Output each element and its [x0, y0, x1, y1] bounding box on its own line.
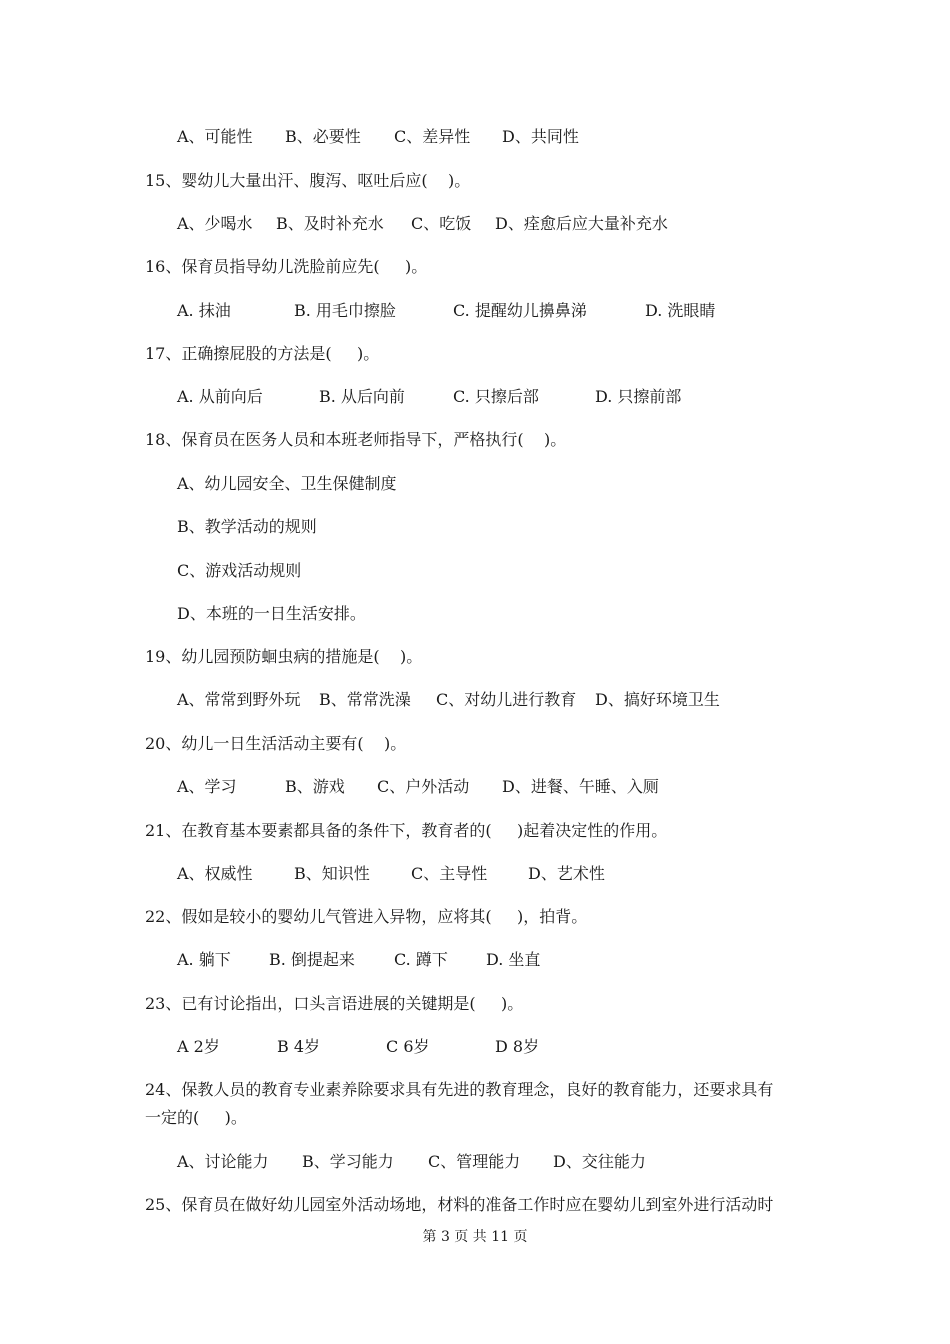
option-b: B. 用毛巾擦脸 [294, 301, 396, 320]
option-b: B. 倒提起来 [269, 950, 355, 969]
option-b: B、必要性 [285, 127, 361, 146]
option-d: D、进餐、午睡、入厕 [502, 777, 659, 796]
option-c: C. 蹲下 [394, 950, 448, 969]
option-c: C、主导性 [411, 864, 488, 883]
question-21: 21、在教育基本要素都具备的条件下，教育者的( )起着决定性的作用。 [145, 821, 668, 840]
option-a: A. 抹油 [177, 301, 231, 320]
option-b: B、学习能力 [302, 1152, 394, 1171]
page-footer: 第 3 页 共 11 页 [422, 1229, 528, 1245]
option-d: D、搞好环境卫生 [595, 690, 720, 709]
question-19: 19、幼儿园预防蛔虫病的措施是( )。 [145, 647, 423, 666]
option-b: B、知识性 [294, 864, 370, 883]
question-23: 23、已有讨论指出，口头言语进展的关键期是( )。 [145, 994, 524, 1013]
option-c: C、吃饭 [411, 214, 472, 233]
question-22: 22、假如是较小的婴幼儿气管进入异物，应将其( )，拍背。 [145, 907, 588, 926]
option-b: B、常常洗澡 [319, 690, 411, 709]
question-18-option-c: C、游戏活动规则 [177, 561, 302, 580]
question-18: 18、保育员在医务人员和本班老师指导下，严格执行( )。 [145, 430, 567, 449]
option-b: B、游戏 [285, 777, 345, 796]
option-a: A、学习 [177, 777, 237, 796]
option-c: C 6岁 [386, 1037, 430, 1056]
option-b: B. 从后向前 [319, 387, 405, 406]
option-a: A、常常到野外玩 [177, 690, 301, 709]
option-a: A. 躺下 [177, 950, 231, 969]
option-d: D. 洗眼睛 [645, 301, 716, 320]
option-a: A、可能性 [177, 127, 253, 146]
option-c: C. 提醒幼儿擤鼻涕 [453, 301, 587, 320]
option-d: D. 只擦前部 [595, 387, 682, 406]
option-d: D 8岁 [495, 1037, 540, 1056]
option-a: A、讨论能力 [177, 1152, 269, 1171]
option-d: D、交往能力 [553, 1152, 646, 1171]
option-d: D、艺术性 [528, 864, 605, 883]
question-16: 16、保育员指导幼儿洗脸前应先( )。 [145, 257, 428, 276]
question-20: 20、幼儿一日生活活动主要有( )。 [145, 734, 407, 753]
question-17: 17、正确擦屁股的方法是( )。 [145, 344, 380, 363]
option-a: A 2岁 [177, 1037, 220, 1056]
option-a: A、权威性 [177, 864, 253, 883]
option-d: D、共同性 [502, 127, 579, 146]
question-18-option-d: D、本班的一日生活安排。 [177, 604, 366, 623]
option-d: D. 坐直 [486, 950, 541, 969]
option-c: C、管理能力 [428, 1152, 521, 1171]
option-d: D、痊愈后应大量补充水 [495, 214, 668, 233]
option-c: C、差异性 [394, 127, 471, 146]
question-24-line-1: 24、保教人员的教育专业素养除要求具有先进的教育理念，良好的教育能力，还要求具有 [145, 1080, 774, 1099]
option-a: A. 从前向后 [177, 387, 263, 406]
option-c: C. 只擦后部 [453, 387, 539, 406]
question-15: 15、婴幼儿大量出汗、腹泻、呕吐后应( )。 [145, 171, 471, 190]
question-25: 25、保育员在做好幼儿园室外活动场地，材料的准备工作时应在婴幼儿到室外进行活动时 [145, 1195, 774, 1214]
option-a: A、少喝水 [177, 214, 253, 233]
question-24-line-2: 一定的( )。 [145, 1108, 247, 1127]
option-c: C、户外活动 [377, 777, 470, 796]
question-18-option-a: A、幼儿园安全、卫生保健制度 [177, 474, 397, 493]
option-c: C、对幼儿进行教育 [436, 690, 577, 709]
question-18-option-b: B、教学活动的规则 [177, 517, 317, 536]
option-b: B 4岁 [277, 1037, 321, 1056]
option-b: B、及时补充水 [276, 214, 384, 233]
